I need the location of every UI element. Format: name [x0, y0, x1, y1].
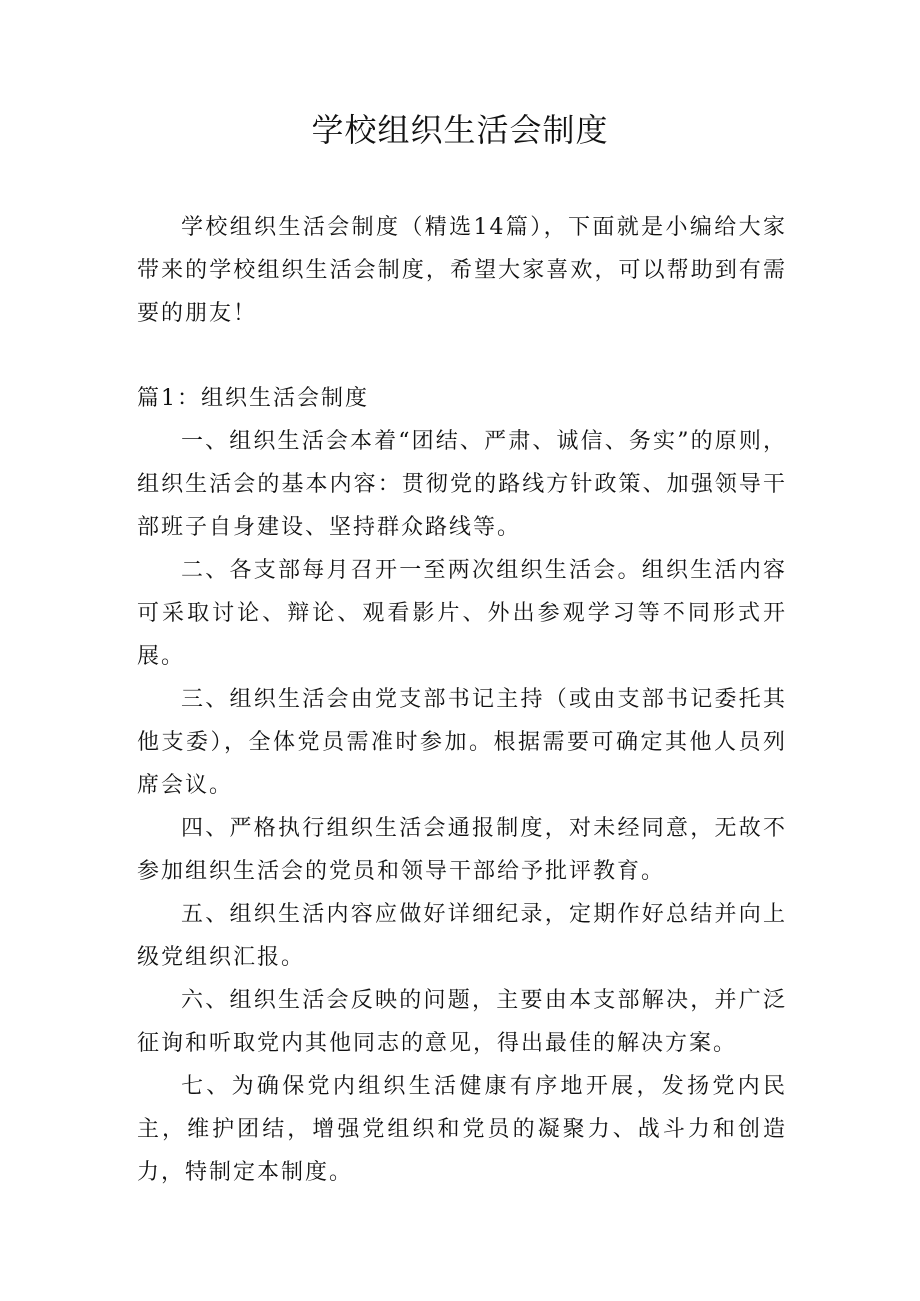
section-1 — [137, 377, 787, 1194]
paragraph-7: 七、为确保党内组织生活健康有序地开展，发扬党内民主，维护团结，增强党组织和党员的凝聚力、战斗力和创造力，特制定本制度。 — [137, 1074, 787, 1185]
paragraph-6: 六、组织生活会反映的问题，主要由本支部解决，并广泛征询和听取党内其他同志的意见，得出最佳的解决方案。 — [137, 988, 787, 1056]
paragraph-3: 三、组织生活会由党支部书记主持（或由支部书记委托其他支委），全体党员需准时参加。根据需要可确定其他人员列席会议。 — [137, 687, 787, 798]
paragraph-4: 四、严格执行组织生活会通报制度，对未经同意，无故不参加组织生活会的党员和领导干部给予批评教育。 — [137, 816, 787, 884]
paragraph-5: 五、组织生活内容应做好详细纪录，定期作好总结并向上级党组织汇报。 — [137, 902, 787, 970]
intro-block — [137, 206, 787, 335]
paragraph-1: 一、组织生活会本着“团结、严肃、诚信、务实”的原则，组织生活会的基本内容：贯彻党的路线方针政策、加强领导干部班子自身建设、坚持群众路线等。 — [137, 429, 787, 540]
document-title: 学校组织生活会制度 — [311, 111, 609, 149]
section-heading: 篇1：组织生活会制度 — [137, 386, 369, 411]
paragraph-2: 二、各支部每月召开一至两次组织生活会。组织生活内容可采取讨论、辩论、观看影片、外出参观学习等不同形式开展。 — [137, 558, 787, 669]
intro-paragraph: 学校组织生活会制度（精选14篇），下面就是小编给大家带来的学校组织生活会制度，希望大家喜欢，可以帮助到有需要的朋友！ — [137, 215, 787, 326]
